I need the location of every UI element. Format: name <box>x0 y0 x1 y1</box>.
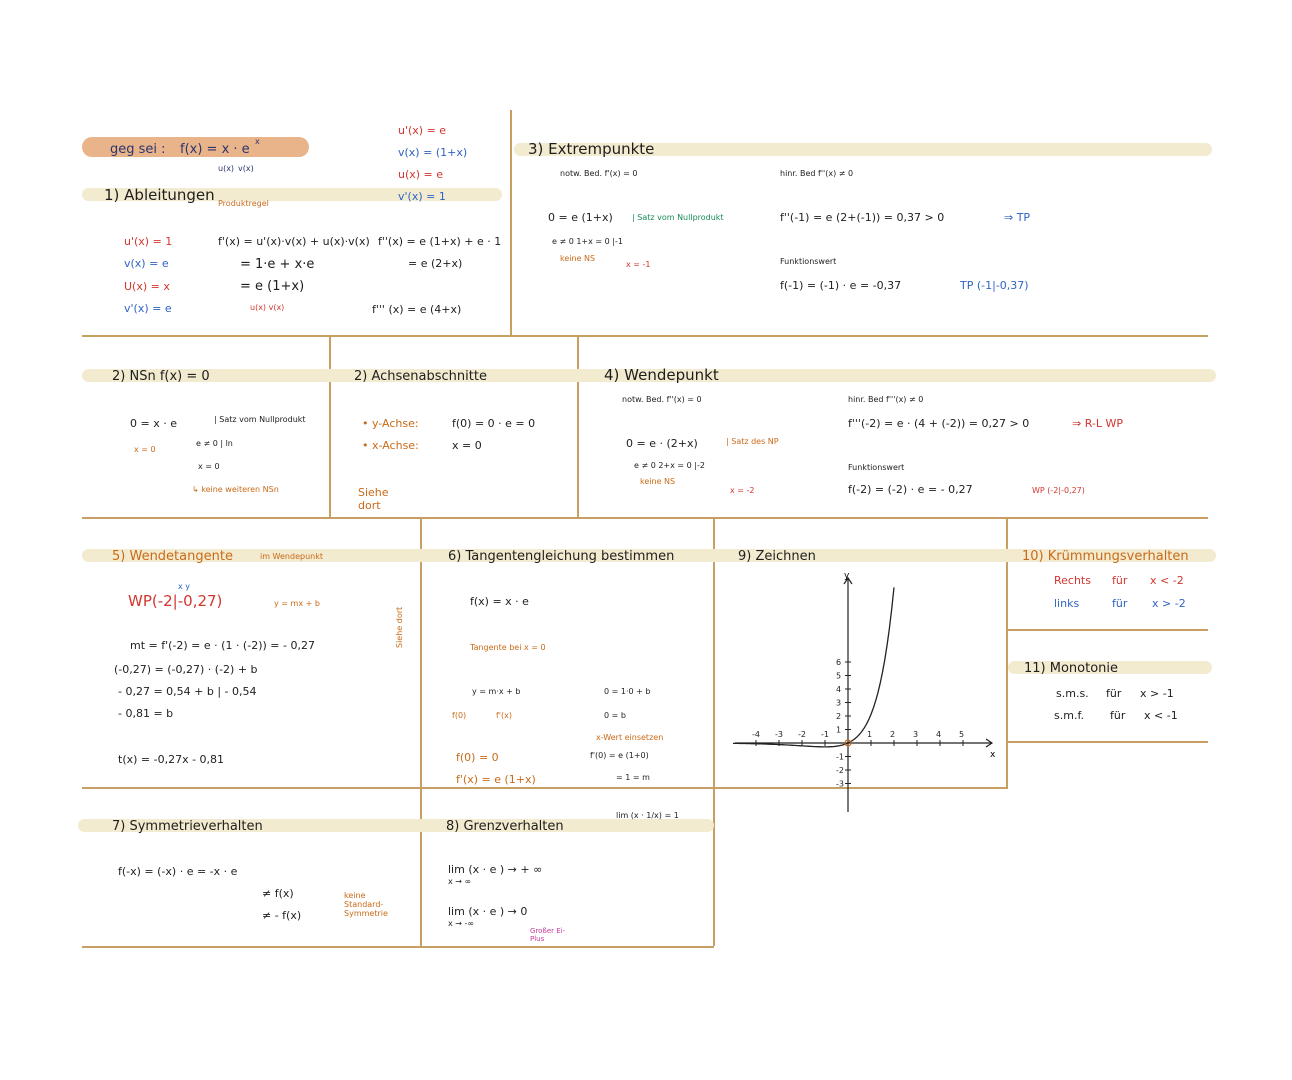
uv-top-2: u(x) = e <box>398 168 444 181</box>
graph-curve <box>733 587 894 747</box>
s1-uv-3: v'(x) = e <box>124 302 172 315</box>
uv-top-3: v'(x) = 1 <box>398 190 446 203</box>
s3-nec: notw. Bed. f'(x) = 0 <box>560 169 638 178</box>
s2b-see: Siehe dort <box>358 486 389 513</box>
s2-x0: x = 0 <box>134 445 156 454</box>
s11-bf: für <box>1110 709 1126 722</box>
s8-lim1: lim (x · e ) → + ∞ <box>448 863 543 876</box>
y-tick-label-2: 4 <box>836 685 842 694</box>
x-tick-label-2: -2 <box>798 730 806 739</box>
y-tick-label-8: -3 <box>836 779 844 789</box>
s2b-y: • y-Achse: <box>362 417 419 430</box>
s1-uv-0: u'(x) = 1 <box>124 235 173 248</box>
s2-eq: 0 = x · e <box>130 417 177 430</box>
s11-af: für <box>1106 687 1122 700</box>
s10-rc: x < -2 <box>1150 574 1184 587</box>
s11-ac: x > -1 <box>1140 687 1174 700</box>
s1-rule: Produktregel <box>218 199 269 208</box>
s5-l3: - 0,27 = 0,54 + b | - 0,54 <box>118 685 257 698</box>
given-func-exp: x <box>255 137 260 146</box>
s6-fzero: f(0) = 0 <box>456 751 499 764</box>
s10-title: 10) Krümmungsverhalten <box>1022 549 1189 564</box>
graph-ticks <box>752 658 964 789</box>
s5-title: 5) Wendetangente <box>112 549 233 564</box>
given-label: geg sei : <box>110 142 166 157</box>
s4-rl: ⇒ R-L WP <box>1072 417 1124 430</box>
s3-title: 3) Extrempunkte <box>528 140 655 158</box>
s6-fx: f(x) = x · e <box>470 595 529 608</box>
graph-axes <box>735 578 992 812</box>
s4-fw: Funktionswert <box>848 463 905 472</box>
s6-f0: f(0) <box>452 711 467 720</box>
s1-d1-0: f'(x) = u'(x)·v(x) + u(x)·v(x) <box>218 235 370 248</box>
s3-eq: 0 = e (1+x) <box>548 211 613 224</box>
s8-lim2: lim (x · e ) → 0 <box>448 905 528 918</box>
s9-title: 9) Zeichnen <box>738 549 816 564</box>
s10-lc: x > -2 <box>1152 597 1186 610</box>
s4-step: e ≠ 0 2+x = 0 |-2 <box>634 461 705 470</box>
given-u: u(x) <box>218 164 235 173</box>
s4-x1: x = -2 <box>730 486 755 495</box>
s6-y: y = m·x + b <box>472 687 521 696</box>
s5-l2: (-0,27) = (-0,27) · (-2) + b <box>114 663 258 676</box>
y-tick-label-0: 6 <box>836 658 842 667</box>
y-tick-label-5: 1 <box>836 725 842 735</box>
s1-uv-1: v(x) = e <box>124 257 169 270</box>
s3-fw: Funktionswert <box>780 257 837 266</box>
s1-d2-1: = e (2+x) <box>408 257 463 270</box>
s6-r2: 0 = b <box>604 711 626 720</box>
s4-check: f'''(-2) = e · (4 + (-2)) = 0,27 > 0 <box>848 417 1030 430</box>
s5-wp: WP(-2|-0,27) <box>128 592 223 610</box>
x-tick-label-0: -4 <box>752 730 760 739</box>
s7-n1: ≠ f(x) <box>262 887 294 900</box>
uv-top-0: u'(x) = e <box>398 124 447 137</box>
x-tick-label-8: 5 <box>959 730 965 739</box>
s6-side: Siehe dort <box>395 606 404 648</box>
s2-none: ↳ keine weiteren NSn <box>192 485 279 494</box>
s10-l: links <box>1054 597 1080 610</box>
given-v: v(x) <box>238 164 254 173</box>
s7-eq: f(-x) = (-x) · e = -x · e <box>118 865 238 878</box>
s1-d2-0: f''(x) = e (1+x) + e · 1 <box>378 235 502 248</box>
s4-suf: hinr. Bed f'''(x) ≠ 0 <box>848 395 924 404</box>
s8-lim2s: x → -∞ <box>448 919 475 928</box>
s4-wp: WP (-2|-0,27) <box>1032 486 1085 495</box>
s3-fval: f(-1) = (-1) · e = -0,37 <box>780 279 902 292</box>
s5-res: t(x) = -0,27x - 0,81 <box>118 753 225 766</box>
s3-tp-point: TP (-1|-0,37) <box>960 279 1029 292</box>
s2-step: e ≠ 0 | ln <box>196 439 233 448</box>
s10-r: Rechts <box>1054 574 1091 587</box>
x-axis-label: x <box>990 750 996 760</box>
y-tick-label-3: 3 <box>836 698 842 708</box>
s4-nozero: keine NS <box>640 477 676 486</box>
s2-title: 2) NSn f(x) = 0 <box>112 369 210 384</box>
s10-lf: für <box>1112 597 1128 610</box>
s3-step: e ≠ 0 1+x = 0 |-1 <box>552 237 623 246</box>
x-tick-label-1: -3 <box>775 730 783 739</box>
s2b-title: 2) Achsenabschnitte <box>354 369 487 384</box>
s7-n2: ≠ - f(x) <box>262 909 302 922</box>
s7-title: 7) Symmetrieverhalten <box>112 819 263 834</box>
s1-title: 1) Ableitungen <box>104 186 215 204</box>
s5-sub: im Wendepunkt <box>260 552 323 561</box>
s6-r1: 0 = 1·0 + b <box>604 687 651 696</box>
s7-note: keine Standard- Symmetrie <box>344 891 388 918</box>
s6-r4: = 1 = m <box>616 773 650 782</box>
s2b-x: • x-Achse: <box>362 439 419 452</box>
y-tick-label-1: 5 <box>836 671 842 681</box>
s4-nec: notw. Bed. f''(x) = 0 <box>622 395 702 404</box>
s3-check: f''(-1) = e (2+(-1)) = 0,37 > 0 <box>780 211 945 224</box>
s1-d1-1: = 1·e + x·e <box>240 257 315 272</box>
s3-suf: hinr. Bed f''(x) ≠ 0 <box>780 169 854 178</box>
s1-d3: f''' (x) = e (4+x) <box>372 303 462 316</box>
y-tick-label-4: 2 <box>836 712 842 721</box>
s6-fprime: f'(x) = e (1+x) <box>456 773 536 786</box>
y-tick-label-7: -2 <box>836 766 844 775</box>
s6-f1: f'(x) <box>496 711 512 720</box>
uv-top-1: v(x) = (1+x) <box>398 146 468 159</box>
y-tick-label-6: -1 <box>836 752 844 762</box>
s2-x1: x = 0 <box>198 462 220 471</box>
x-tick-label-6: 3 <box>913 730 919 739</box>
s3-tp: ⇒ TP <box>1004 211 1031 224</box>
s1-uv-2: U(x) = x <box>124 280 170 293</box>
s11-title: 11) Monotonie <box>1024 661 1119 676</box>
s6-xw: x-Wert einsetzen <box>596 733 664 742</box>
s6-title: 6) Tangentengleichung bestimmen <box>448 549 675 564</box>
s4-satz: | Satz des NP <box>726 437 779 446</box>
s5-xy: x y <box>178 582 191 591</box>
s3-x1: x = -1 <box>626 260 651 269</box>
s6-tan: Tangente bei x = 0 <box>470 643 546 652</box>
s8-title: 8) Grenzverhalten <box>446 819 564 834</box>
s8-lim1s: x → ∞ <box>448 877 472 886</box>
x-tick-label-4: 1 <box>867 730 873 739</box>
s11-b: s.m.f. <box>1054 709 1085 722</box>
x-tick-label-3: -1 <box>821 730 829 739</box>
s5-form: y = mx + b <box>274 599 320 608</box>
s6-r3: f'(0) = e (1+0) <box>590 751 649 760</box>
s4-eq: 0 = e · (2+x) <box>626 437 698 450</box>
s11-a: s.m.s. <box>1056 687 1089 700</box>
y-axis-label: y <box>844 571 850 581</box>
s2-satz: | Satz vom Nullprodukt <box>214 415 306 424</box>
s2b-fy: f(0) = 0 · e = 0 <box>452 417 536 430</box>
x-tick-label-7: 4 <box>936 730 942 739</box>
x-tick-label-5: 2 <box>890 730 896 739</box>
s1-d1-2: = e (1+x) <box>240 279 305 294</box>
s2b-fx: x = 0 <box>452 439 482 452</box>
s4-title: 4) Wendepunkt <box>604 366 719 384</box>
s11-bc: x < -1 <box>1144 709 1178 722</box>
s8-side: lim (x · 1/x) = 1 <box>616 811 679 820</box>
s5-mt: mt = f'(-2) = e · (1 · (-2)) = - 0,27 <box>130 639 315 652</box>
s5-l4: - 0,81 = b <box>118 707 174 720</box>
s4-fval: f(-2) = (-2) · e = - 0,27 <box>848 483 973 496</box>
s8-note: Großer Ei-Plus <box>530 927 566 943</box>
s3-nozero: keine NS <box>560 254 596 263</box>
given-func: f(x) = x · e <box>180 142 250 157</box>
s1-d1-3: u(x) v(x) <box>250 303 285 312</box>
s3-satz: | Satz vom Nullprodukt <box>632 213 724 222</box>
s10-rf: für <box>1112 574 1128 587</box>
